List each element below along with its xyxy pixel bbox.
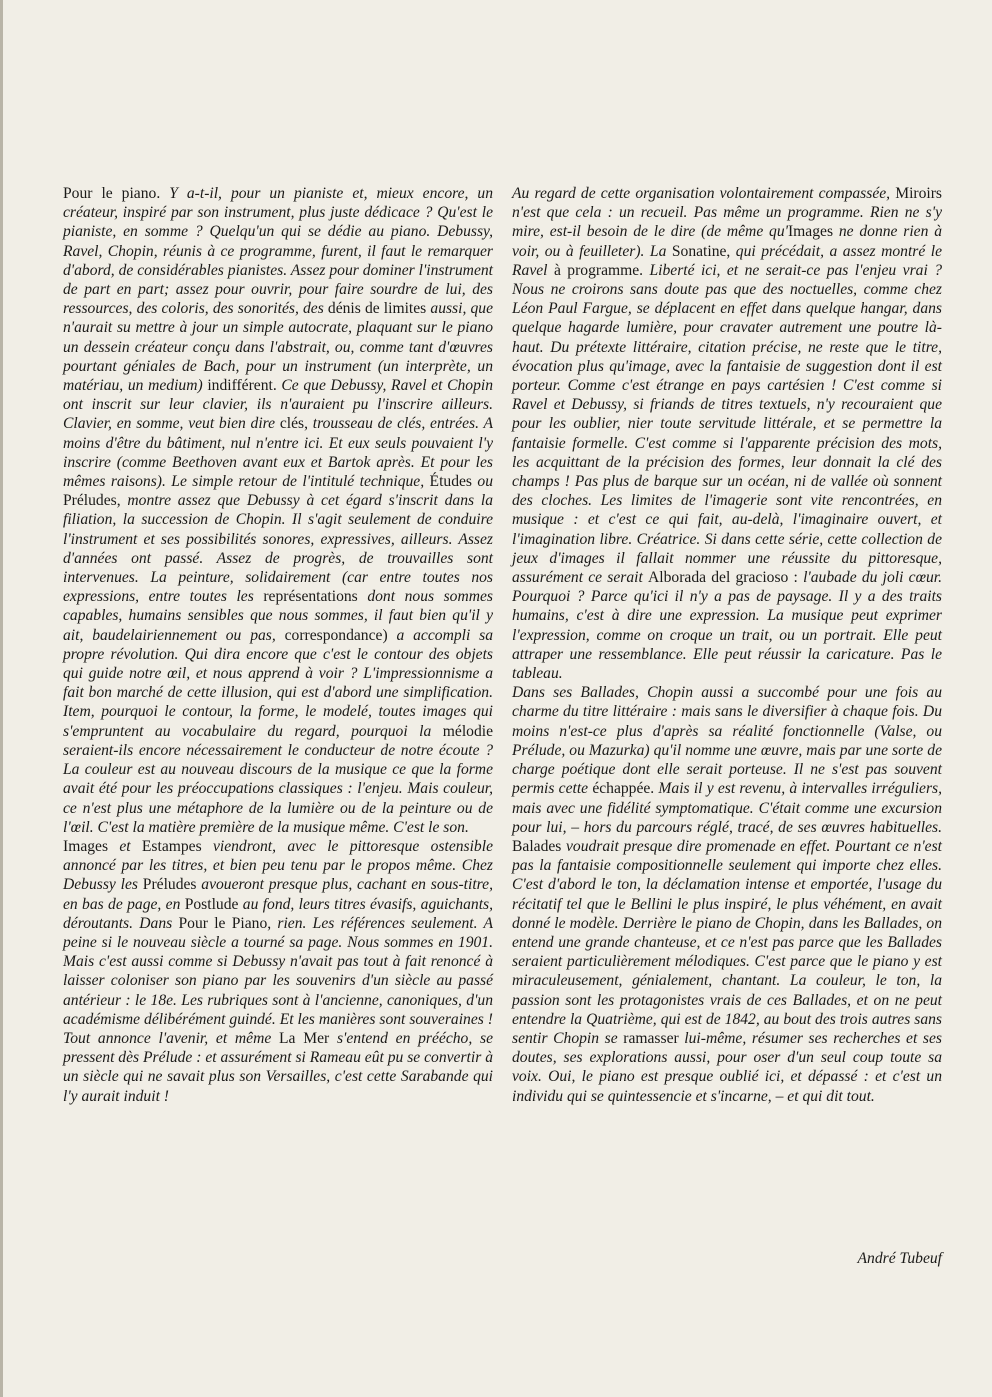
text-run: dont nous sommes capables, humains sensibles que nous sommes, il faut bien qu'il y ait, baudelairiennement ou pas,	[63, 588, 493, 644]
text-run: dénis de limites	[327, 300, 431, 318]
text-run: voudrait presque dire promenade en effet. Pourtant ce n'est pas la fantaisie compositionnelle seulement qui importe chez elles. C'est d'abord le ton, la déclamation intense et emportée, l'usage du récitatif tel que le Bellini le plus inspiré, le plus véhément, en avait donné le modèle. Derrière le piano de Chopin, dans les Ballades, on entend une grande chanteuse, et ce n'est pas parce que les Ballades seraient particulièrement mélodiques. C'est parce que le piano y est miraculeusement, génialement, chantant. La couleur, le ton, la passion sont les protagonistes vrais de ces Ballades, et on ne peut entendre la Quatrième, qui est de 1842, au bout des trois autres sans sentir Chopin se	[512, 837, 942, 1047]
text-run: Sonatine,	[671, 242, 736, 260]
text-run: à programme.	[553, 261, 650, 279]
text-run: ou	[477, 473, 493, 491]
text-run: viendront, avec le pittoresque ostensible annoncé par les titres, et bien peu tenu par le propos même. Chez Debussy les	[63, 837, 493, 894]
text-run: trousseau de clés, entrées. A moins d'être du bâtiment, nul n'entre ici. Et eux seuls pouvaient l'y inscrire (comme Beethoven avant eux et Bartok après. Et pour les mêmes raisons). Le simple retour de l'intitulé technique,	[63, 415, 493, 491]
text-run: s'entend en préécho, se pressent dès Prélude : et assurément si Rameau eût pu se convertir à un siècle qui ne savait plus son Versailles, c'est cette Sarabande qui l'y aurait induit !	[63, 1029, 493, 1105]
text-run: Préludes	[142, 876, 202, 894]
text-run: Alborada del gracioso :	[648, 569, 804, 587]
text-run: au fond, leurs titres évasifs, aguichants, déroutants. Dans	[63, 895, 493, 932]
text-run: indifférent.	[207, 377, 282, 395]
text-run: l'aubade du joli cœur. Pourquoi ? Parce qu'ici il n'y a pas de paysage. Il y a des traits humains, c'est à dire une expression. La musique peut exprimer l'expression, comme on croque un trait, ou un portrait. Elle peut attraper une ressemblance. Elle peut réussir la caricature. Pas le tableau.	[512, 569, 943, 683]
text-run: n'est que cela : un recueil. Pas même un programme. Rien ne s'y mire, est-il besoin de le dire (de même qu'	[512, 204, 942, 241]
text-run: Images	[63, 837, 120, 855]
text-run: qui précédait, a assez montré le Ravel	[512, 242, 942, 279]
author-signature: André Tubeuf	[857, 1250, 942, 1267]
text-run: Pour le Piano,	[178, 914, 278, 932]
text-run: Dans ses Ballades, Chopin aussi a succombé pour une fois au charme du titre littéraire : mais sans le diversifier à chaque fois. Du moins n'est-ce plus d'après sa réalité fonctionnelle (Valse, ou Prélude, ou Mazurka) qu'il nomme une œuvre, mais par une sorte de charge poétique dont elle serait porteuse. Il ne s'est pas souvent permis cette	[512, 684, 942, 798]
text-run: La Mer	[279, 1029, 337, 1047]
text-run: montre assez que Debussy à cet égard s'inscrit dans la filiation, la succession de Chopin. Il s'agit seulement de conduire l'instrument et ses possibilités sonores, expressives, ailleurs. Assez d'années ont passé. Assez de progrès, de trouvailles sont intervenues. La peinture, solidairement (car entre toutes nos expressions, entre toutes les	[63, 492, 494, 606]
text-run: Y a-t-il, pour un pianiste et, mieux encore, un créateur, inspiré par son instrument, plus juste dédicace ? Qu'est le pianiste, en somme ? Quelqu'un qui se dédie au piano. Debussy, Ravel, Chopin, réunis à ce programme, furent, il faut le remarquer d'abord, de considérables pianistes. Assez pour dominer l'instrument de part en part; assez pour ouvrir, pour faire sourdre de lui, des ressources, des coloris, des sonorités, des	[63, 185, 494, 318]
text-run: échappée.	[592, 780, 659, 798]
text-run: Images	[787, 223, 839, 241]
text-run: ne donne rien à voir, ou à feuilleter). La	[512, 223, 942, 260]
text-run: Au regard de cette organisation volontairement compassée,	[512, 185, 896, 202]
text-run: Estampes	[141, 837, 213, 855]
text-run: Mais il y est revenu, à intervalles irréguliers, mais avec une fidélité symptomatique. C'était comme une excursion pour lui, – hors du parcours réglé, tracé, de ses œuvres habituelles.	[512, 780, 942, 836]
paragraph	[512, 184, 942, 683]
text-run: Miroirs	[895, 185, 942, 202]
paragraph	[63, 837, 493, 1106]
text-run: aussi, que n'aurait su mettre à jour un simple autocrate, plaquant sur le piano un dessein créateur conçu dans l'abstrait, ou, comme tant d'œuvres pourtant géniales de Bach, pour un instrument (un interprète, un matériau, un medium)	[63, 300, 493, 395]
text-run: mélodie	[442, 722, 493, 740]
text-run: seraient-ils encore nécessairement le conducteur de notre écoute ? La couleur est au nouveau discours de la musique ce que la forme avait été pour les préoccupations classiques : l'enjeu. Mais couleur, ce n'est plus une métaphore de la lumière ou de la peinture ou de l'œil. C'est la matière première de la musique même. C'est le son.	[63, 741, 493, 836]
text-run: rien. Les références seulement. A peine si le nouveau siècle a tourné sa page. Nous sommes en 1901. Mais c'est aussi comme si Debussy n'avait pas tout à fait renoncé à laisser coloniser son piano par les souvenirs d'un siècle au passé antérieur : le 18e. Les rubriques sont à l'ancienne, canoniques, d'un académisme délibérément guindé. Et les manières sont souveraines ! Tout annonce l'avenir, et même	[63, 914, 493, 1047]
text-run: Études	[429, 473, 478, 491]
text-run: Ce que Debussy, Ravel et Chopin ont inscrit sur leur clavier, ils n'auraient pu l'inscrire ailleurs. Clavier, en somme, veut bien dire	[63, 377, 494, 433]
text-run: a accompli sa propre révolution. Qui dira encore que c'est le contour des objets qui guide notre œil, et nous apprend à voir ? L'impressionnisme a fait bon marché de cette illusion, qui est d'abord une simplification. Item, pourquoi le contour, la forme, le modelé, toutes images qui s'empruntent au vocabulaire du regard, pourquoi la	[63, 626, 494, 740]
text-run: clés,	[279, 415, 313, 433]
text-run: lui-même, résumer ses recherches et ses doutes, ses explorations aussi, pour oser d'un seul coup toute sa voix. Oui, le piano est presque oublié ici, et dépassé : et c'est un individu qui se quintessencie et s'incarne, – et qui dit tout.	[512, 1029, 942, 1105]
text-run: Pour le piano.	[63, 185, 170, 202]
text-run: avoueront presque plus, cachant en sous-titre, en bas de page, en	[63, 876, 493, 913]
text-run: correspondance)	[284, 626, 397, 644]
paragraph	[512, 683, 942, 1105]
paragraph	[63, 184, 493, 837]
page-edge	[0, 0, 3, 1397]
text-run: Liberté ici, et ne serait-ce pas l'enjeu vrai ? Nous ne croirons sans doute pas que des noctuelles, comme chez Léon Paul Fargue, se déplacent en effet dans quelque hangar, dans quelque hagarde lumière, pour cravater autrement une poutre là-haut. Du prétexte littéraire, citation précise, ne reste que le titre, évocation plus qu'image, avec la fantaisie de suggestion dont il est porteur. Comme c'est étrange en pays cartésien ! C'est comme si Ravel et Debussy, si friands de titres textuels, n'y recouraient que pour les oublier, nier toute servitude littérale, et se permettre la fantaisie formelle. C'est comme si l'apparente précision des mots, les acquittant de la précision des formes, leur donnait la clé des champs ! Pas plus de barque sur un océan, ni de vallée où sonnent des cloches. Les limites de l'imagerie sont vite rencontrées, en musique : et c'est ce qui fait, au-delà, l'imaginaire ouvert, et l'imagination libre. Créatrice. Si dans cette série, cette collection de jeux d'images il fallait nommer une réussite du pittoresque, assurément ce serait	[512, 261, 942, 587]
text-run: ramasser	[623, 1029, 685, 1047]
text-run: Postlude	[184, 895, 243, 913]
left-column	[63, 184, 493, 1106]
text-run: Balades	[512, 837, 566, 855]
text-run: et	[119, 837, 142, 855]
text-run: représentations	[263, 588, 368, 606]
text-run: Préludes,	[63, 492, 128, 510]
right-column	[512, 184, 942, 1106]
